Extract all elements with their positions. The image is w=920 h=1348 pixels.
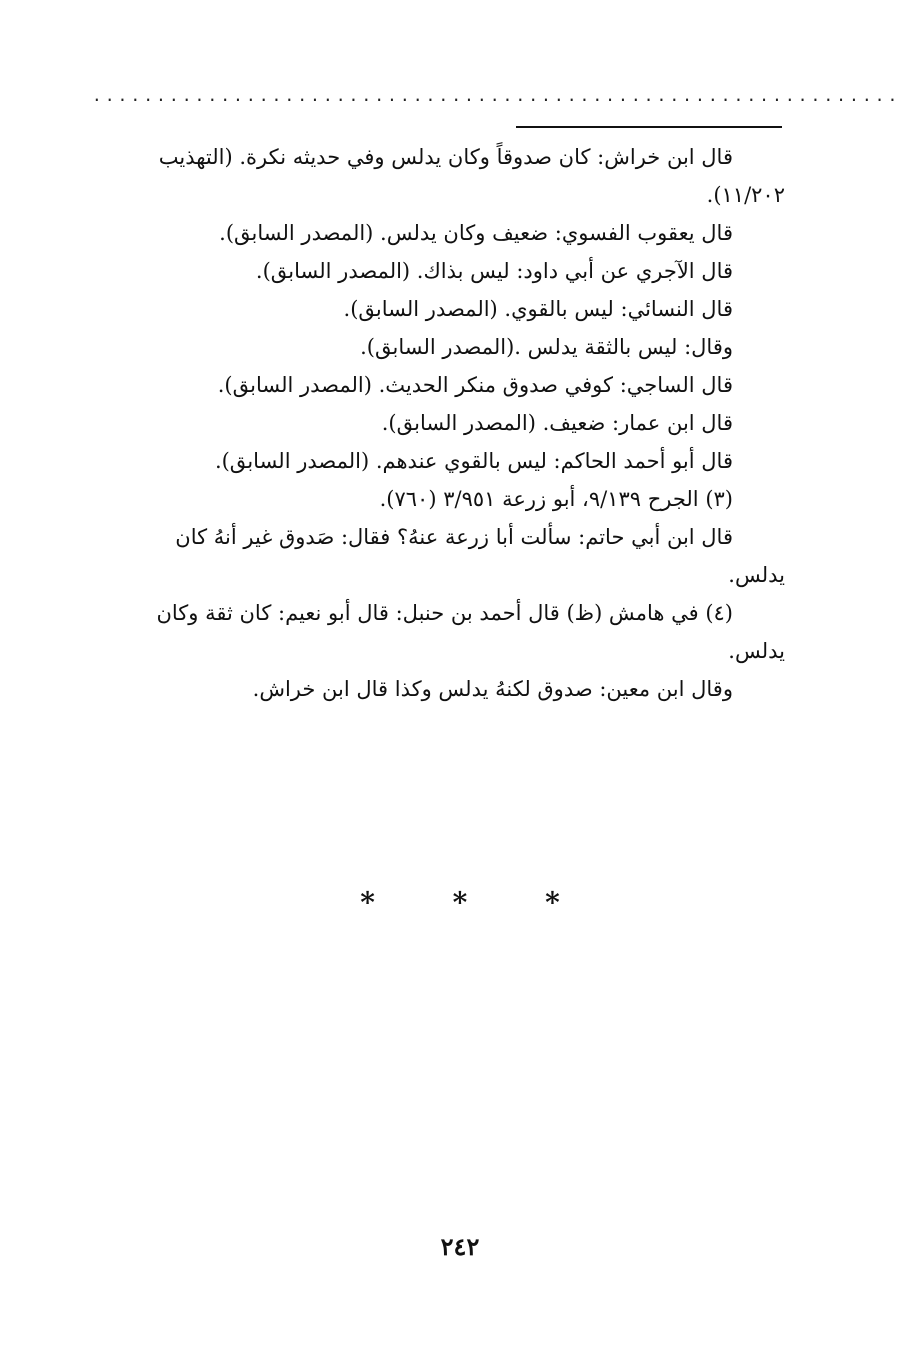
footnote-line: (٣) الجرح ٩/١٣٩، أبو زرعة ٣/٩٥١ (٧٦٠). — [379, 487, 733, 511]
footnote-rule — [516, 126, 782, 128]
section-separator: * * * — [360, 886, 594, 919]
footnote-line: قال الآجري عن أبي داود: ليس بذاك. (المصدر السابق). — [255, 259, 733, 283]
page-number: ٢٤٢ — [440, 1232, 480, 1261]
footnote-line: يدلس. — [728, 639, 785, 663]
footnote-line: قال الساجي: كوفي صدوق منكر الحديث. (المصدر السابق). — [217, 373, 733, 397]
footnote-line: يدلس. — [728, 563, 785, 587]
footnote-line: (٤) في هامش (ظ) قال أحمد بن حنبل: قال أبو نعيم: كان ثقة وكان — [156, 601, 733, 625]
footnote-line: ١١/٢٠٢). — [706, 183, 785, 207]
footnote-line: قال النسائي: ليس بالقوي. (المصدر السابق). — [343, 297, 733, 321]
dotted-header-line: ............................................................... — [92, 86, 901, 105]
footnote-line: قال يعقوب الفسوي: ضعيف وكان يدلس. (المصدر السابق). — [219, 221, 733, 245]
footnote-line: قال ابن أبي حاتم: سألت أبا زرعة عنهُ؟ فقال: صَدوق غير أنهُ كان — [175, 525, 733, 549]
footnote-line: قال ابن عمار: ضعيف. (المصدر السابق). — [381, 411, 733, 435]
footnote-line: وقال: ليس بالثقة يدلس .(المصدر السابق). — [360, 335, 733, 359]
footnote-line: وقال ابن معين: صدوق لكنهُ يدلس وكذا قال ابن خراش. — [252, 677, 733, 701]
footnote-line: قال ابن خراش: كان صدوقاً وكان يدلس وفي حديثه نكرة. (التهذيب — [158, 145, 733, 169]
footnotes-block — [90, 138, 785, 708]
footnote-line: قال أبو أحمد الحاكم: ليس بالقوي عندهم. (المصدر السابق). — [214, 449, 733, 473]
